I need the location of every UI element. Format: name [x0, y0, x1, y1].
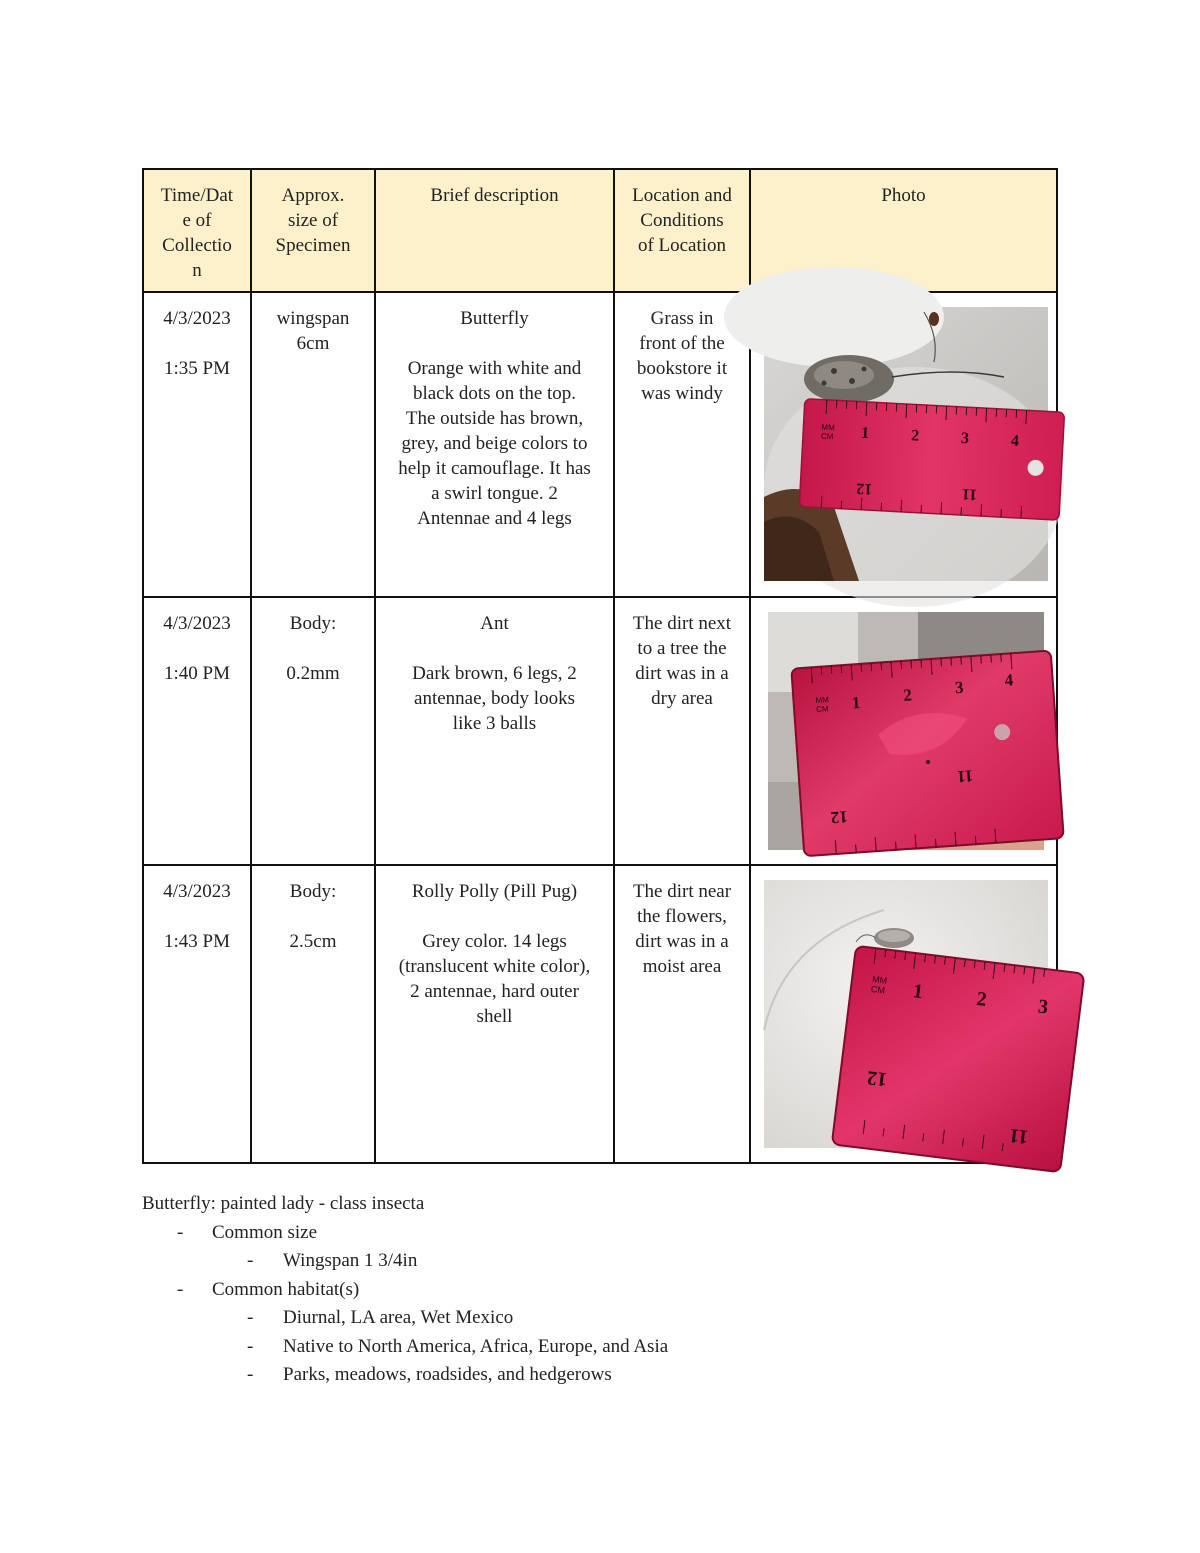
table-row [143, 597, 1057, 865]
description-cell: Ant Dark brown, 6 legs, 2 antennae, body looks like 3 balls [375, 597, 614, 865]
size-cell: Body: 0.2mm [251, 597, 375, 865]
date-time-cell [143, 865, 251, 1163]
location-cell: The dirt next to a tree the dirt was in a dry area [614, 597, 750, 865]
svg-text:3: 3 [1036, 995, 1050, 1019]
table-row [143, 292, 1057, 597]
photo-cell [750, 597, 1057, 865]
svg-text:3: 3 [954, 677, 965, 698]
svg-text:11: 11 [956, 766, 974, 787]
list-item: - Wingspan 1 3/4in [247, 1250, 418, 1271]
list-item: - Native to North America, Africa, Europe, and Asia [247, 1335, 669, 1357]
svg-text:2: 2 [902, 685, 913, 705]
collection-date: 4/3/2023 [163, 308, 231, 329]
collection-date: 4/3/2023 [163, 613, 231, 634]
svg-text:4: 4 [1003, 670, 1014, 690]
svg-text:3: 3 [960, 429, 970, 448]
collection-date: 4/3/2023 [163, 881, 231, 902]
location-cell: Grass in front of the bookstore it was windy [614, 292, 750, 597]
collection-time: 1:43 PM [164, 931, 230, 952]
notes-heading: Butterfly: painted lady - class insecta [142, 1193, 425, 1214]
collection-time: 1:40 PM [164, 663, 230, 684]
svg-text:11: 11 [961, 485, 978, 503]
svg-text:12: 12 [830, 807, 849, 828]
list-item: - Common size [177, 1221, 318, 1243]
header-location: Location and Conditions of Location [614, 169, 750, 292]
location-cell: The dirt near the flowers, dirt was in a moist area [614, 865, 750, 1163]
svg-text:12: 12 [855, 479, 873, 498]
header-description: Brief description [375, 169, 614, 292]
specimen-name: Rolly Polly (Pill Pug) [411, 881, 578, 902]
ruler-icon [799, 399, 1064, 520]
size-cell: Body: 2.5cm [251, 865, 375, 1163]
svg-text:CM: CM [820, 431, 834, 442]
ant-icon [926, 760, 930, 764]
list-item: - Diurnal, LA area, Wet Mexico [247, 1307, 514, 1328]
notes-section [142, 1190, 1042, 1390]
header-photo: Photo [750, 169, 1057, 292]
svg-text:2: 2 [910, 427, 920, 445]
svg-text:1: 1 [911, 980, 925, 1004]
svg-text:CM: CM [815, 704, 829, 715]
ant-photo [764, 612, 1048, 850]
specimen-name: Ant [480, 613, 509, 634]
svg-text:2: 2 [975, 987, 988, 1011]
description-cell: Butterfly Orange with white and black dots on the top. The outside has brown, grey, and beige colors to help it camouflage. It has a swirl tongue. 2 Antennae and 4 legs [375, 292, 614, 597]
photo-cell [750, 865, 1057, 1163]
svg-text:1: 1 [851, 692, 861, 713]
ruler-icon [791, 651, 1063, 857]
butterfly-photo [764, 307, 1048, 581]
svg-text:4: 4 [1010, 432, 1020, 450]
date-time-cell [143, 292, 251, 597]
header-time-date: Time/Dat e of Collectio n [143, 169, 251, 292]
list-item: - Parks, meadows, roadsides, and hedgerows [247, 1364, 612, 1385]
svg-text:11: 11 [1007, 1123, 1030, 1149]
specimen-table [142, 168, 1058, 1164]
photo-cell [750, 292, 1057, 597]
list-item: - Common habitat(s) [177, 1278, 360, 1300]
date-time-cell [143, 597, 251, 865]
svg-text:MM: MM [821, 422, 835, 433]
table-row [143, 865, 1057, 1163]
svg-text:CM: CM [870, 983, 886, 996]
header-size: Approx. size of Specimen [251, 169, 375, 292]
size-cell: wingspan 6cm [251, 292, 375, 597]
svg-text:1: 1 [860, 424, 870, 443]
svg-text:12: 12 [865, 1066, 889, 1091]
description-cell: Rolly Polly (Pill Pug) Grey color. 14 legs (translucent white color), 2 antennae, hard outer shell [375, 865, 614, 1163]
svg-text:MM: MM [815, 695, 830, 706]
specimen-name: Butterfly [460, 308, 529, 329]
pill-bug-photo [764, 880, 1048, 1148]
svg-text:MM: MM [871, 973, 888, 986]
table-header-row [143, 169, 1057, 292]
collection-time: 1:35 PM [164, 358, 230, 379]
ruler-icon [832, 946, 1085, 1173]
